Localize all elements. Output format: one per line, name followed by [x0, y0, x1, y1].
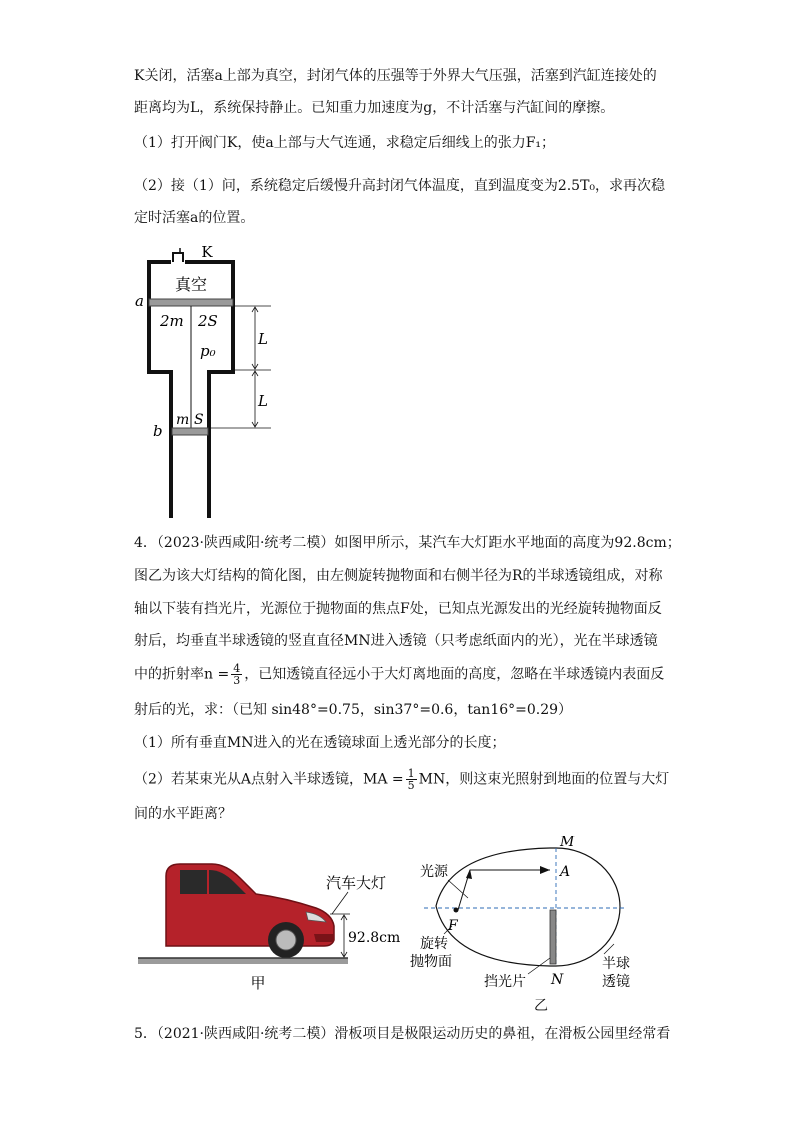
light-source-label: 光源: [420, 864, 448, 880]
paraboloid-label-2: 抛物面: [410, 954, 452, 970]
mass-b-label: m: [176, 412, 190, 428]
headlight-label: 汽车大灯: [325, 874, 387, 892]
caption-yi: 乙: [534, 998, 548, 1014]
ma-fraction: $\frac{1}{5}$: [407, 767, 415, 792]
lens-label-2: 透镜: [602, 974, 630, 990]
q4-text-line-3: 轴以下装有挡光片，光源位于抛物面的焦点F处，已知点光源发出的光经旋转抛物面反: [134, 601, 662, 617]
q4-text-line-5: [134, 663, 664, 686]
shield-label: 挡光片: [484, 974, 526, 990]
q4-line-5-end: ，已知透镜直径远小于大灯离地面的高度，忽略在半球透镜内表面反: [244, 666, 665, 683]
height-label: 92.8cm: [348, 930, 401, 946]
refraction-index-fraction: $\frac{4}{3}$: [233, 662, 241, 687]
q4-sub-question-1: （1）所有垂直MN进入的光在透镜球面上透光部分的长度；: [134, 735, 506, 751]
car-bumper: [314, 934, 334, 942]
ground: [138, 958, 348, 964]
piston-b-label: b: [153, 422, 163, 440]
q4-sub-2-start: （2）若某束光从A点射入半球透镜，MA =: [134, 771, 404, 788]
area-a-label: 2S: [198, 312, 218, 330]
pressure-label: p₀: [200, 342, 216, 360]
q4-sub-question-2: [134, 768, 669, 791]
cylinder-piston-figure: [125, 238, 295, 523]
q4-line-5-start: 中的折射率n =: [134, 666, 230, 683]
car-headlight-figure: [136, 848, 406, 998]
label-n: N: [551, 972, 564, 988]
lens-label-1: 半球: [602, 956, 630, 972]
q3-sub-question-2: （2）接（1）问，系统稳定后缓慢升高封闭气体温度，直到温度变为2.5T₀，求再次稳: [134, 178, 666, 194]
headlight-outline: [436, 848, 556, 966]
valve-k-label: K: [201, 243, 213, 261]
q3-sub-question-1: （1）打开阀门K，使a上部与大气连通，求稳定后细线上的张力F₁；: [134, 135, 556, 151]
q3-text-line-1: K关闭，活塞a上部为真空，封闭气体的压强等于外界大气压强，活塞到汽缸连接处的: [134, 68, 657, 84]
mass-a-label: 2m: [160, 312, 184, 330]
label-f: F: [448, 918, 458, 934]
focus-point-f: [454, 908, 459, 913]
valve-k-shape: [173, 253, 183, 262]
piston-b: [172, 428, 208, 435]
piston-a-label: a: [135, 292, 144, 310]
q3-sub-question-2-cont: 定时活塞a的位置。: [134, 210, 255, 226]
q4-text-line-1: 4．（2023·陕西咸阳·统考二模）如图甲所示，某汽车大灯距水平地面的高度为92.8cm；: [134, 535, 681, 551]
q4-text-line-2: 图乙为该大灯结构的简化图，由左侧旋转抛物面和右侧半径为R的半球透镜组成，对称: [134, 568, 663, 584]
light-shield: [550, 910, 556, 964]
length-l-lower: L: [258, 392, 268, 410]
label-m: M: [560, 836, 575, 850]
vacuum-label: 真空: [174, 275, 208, 294]
piston-a: [149, 299, 233, 306]
lens-diagram-figure: [410, 836, 660, 996]
q4-text-line-6: 射后的光，求：（已知 sin48°=0.75，sin37°=0.6，tan16°=0.29）: [134, 702, 573, 718]
q4-text-line-4: 射后，均垂直半球透镜的竖直直径MN进入透镜（只考虑纸面内的光），光在半球透镜: [134, 633, 658, 649]
q5-text-line-1: 5．（2021·陕西咸阳·统考二模）滑板项目是极限运动历史的鼻祖，在滑板公园里经常看: [134, 1026, 671, 1042]
paraboloid-label-1: 旋转: [420, 936, 448, 952]
q4-sub-2-end: MN，则这束光照射到地面的位置与大灯: [418, 771, 670, 788]
length-l-upper: L: [258, 330, 268, 348]
q4-sub-question-2-cont: 间的水平距离？: [134, 806, 232, 822]
q3-text-line-2: 距离均为L，系统保持静止。已知重力加速度为g，不计活塞与汽缸间的摩擦。: [134, 100, 615, 116]
area-b-label: S: [194, 412, 204, 428]
caption-jia: 甲: [250, 974, 266, 992]
label-a: A: [560, 864, 571, 880]
